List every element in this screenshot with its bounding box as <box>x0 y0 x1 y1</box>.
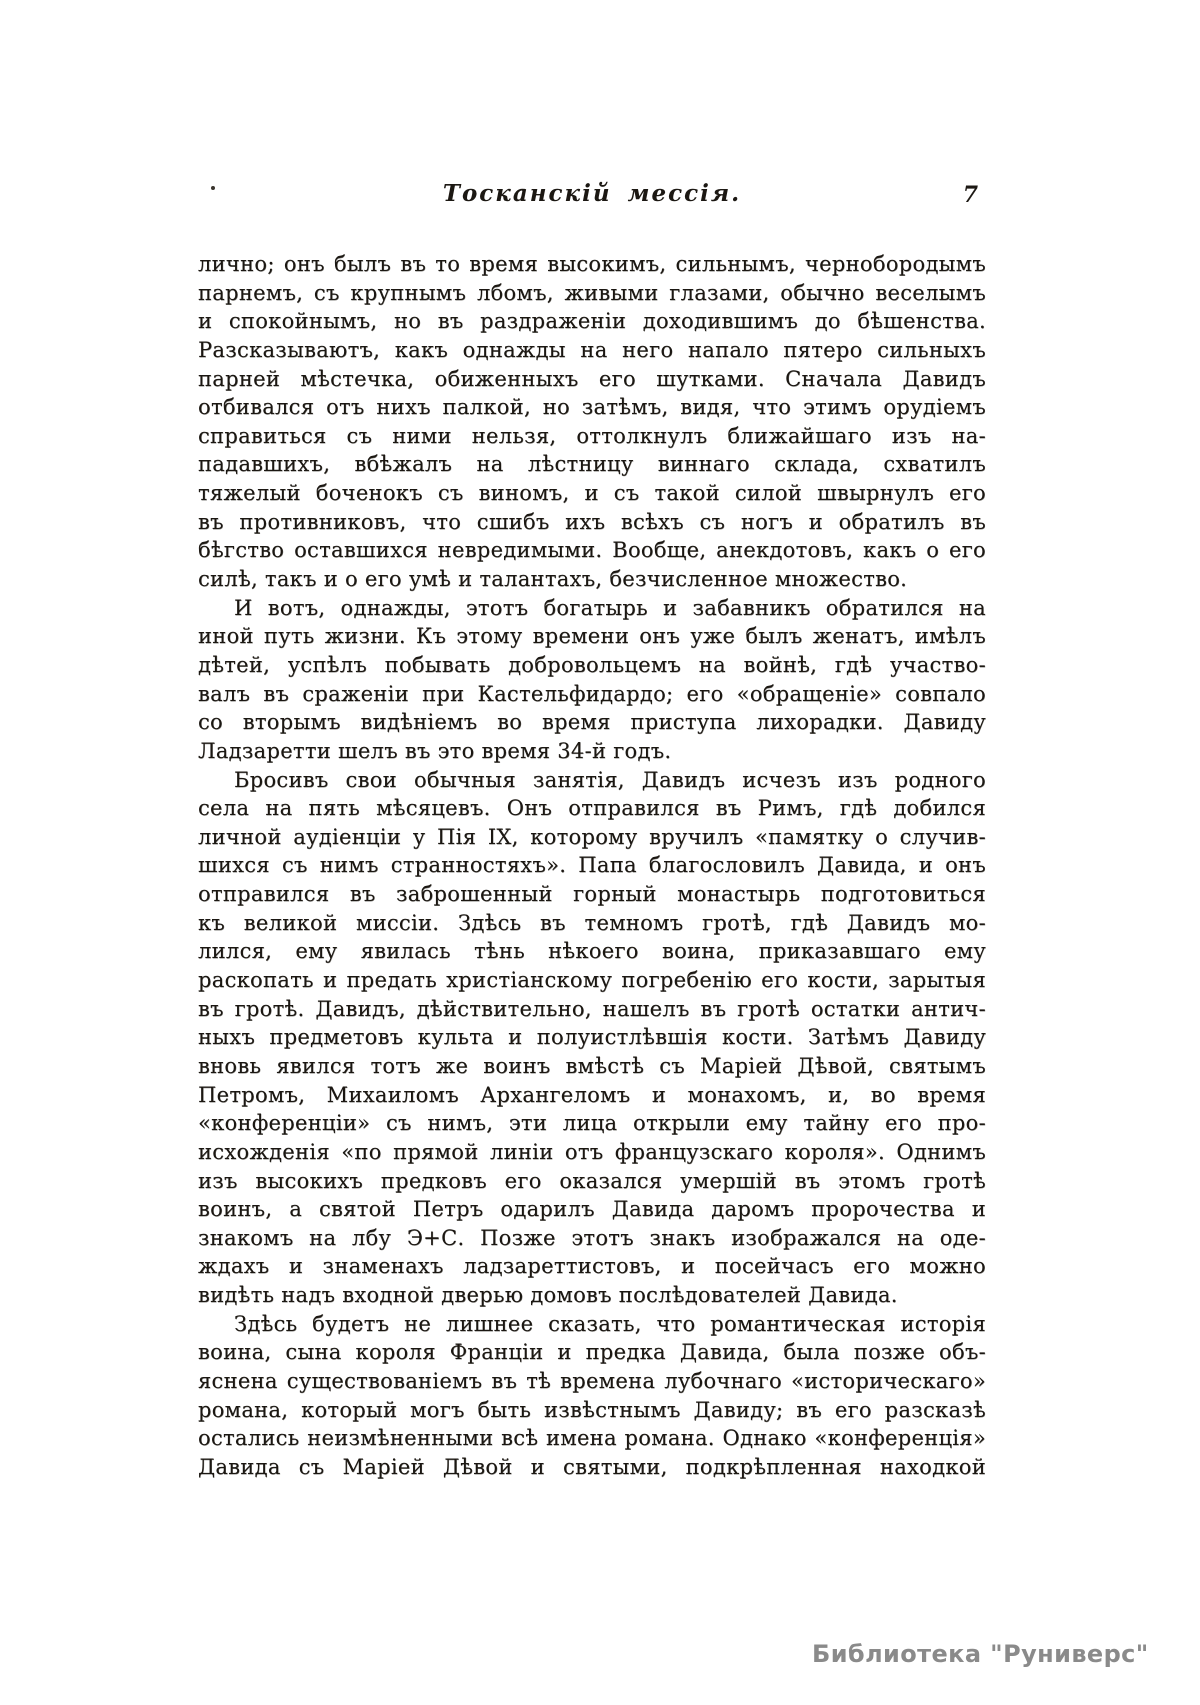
text-line: лично; онъ былъ въ то время высокимъ, сильнымъ, чернобородымъ <box>198 252 986 276</box>
text-line: И вотъ, однажды, этотъ богатырь и забавникъ обратился на <box>234 595 986 620</box>
text-line: изъ высокихъ предковъ его оказался умершій въ этомъ гротѣ <box>198 1168 986 1193</box>
text-line: «конференціи» съ нимъ, эти лица открыли ему тайну его про- <box>198 1111 986 1136</box>
text-line: отправился въ заброшенный горный монастырь подготовиться <box>198 882 986 907</box>
text-line: Ладзаретти шелъ въ это время 34-й годъ. <box>198 738 672 763</box>
text-line: романа, который могъ быть извѣстнымъ Давиду; въ его разсказѣ <box>198 1397 986 1422</box>
text-line: тяжелый боченокъ съ виномъ, и съ такой силой швырнулъ его <box>198 481 986 506</box>
text-line: Бросивъ свои обычныя занятія, Давидъ исчезъ изъ родного <box>234 767 986 792</box>
text-line: личной аудіенціи у Пія IX, которому вручилъ «памятку о случив- <box>198 824 986 849</box>
text-line: падавшихъ, вбѣжалъ на лѣстницу виннаго склада, схватилъ <box>198 452 986 477</box>
text-line: шихся съ нимъ странностяхъ». Папа благословилъ Давида, и онъ <box>198 853 986 878</box>
text-line: иной путь жизни. Къ этому времени онъ уже былъ женатъ, имѣлъ <box>198 624 986 649</box>
text-line: яснена существованіемъ въ тѣ времена лубочнаго «историческаго» <box>198 1368 986 1393</box>
text-line: остались неизмѣненными всѣ имена романа. Однако «конференція» <box>198 1426 986 1451</box>
text-line: въ противниковъ, что сшибъ ихъ всѣхъ съ ногъ и обратилъ въ <box>198 509 986 534</box>
text-line: вновь явился тотъ же воинъ вмѣстѣ съ Маріей Дѣвой, святымъ <box>198 1053 986 1078</box>
text-line: и спокойнымъ, но въ раздраженіи доходившимъ до бѣшенства. <box>198 309 986 334</box>
text-line: Давида съ Маріей Дѣвой и святыми, подкрѣпленная находкой <box>198 1454 986 1479</box>
text-line: бѣгство оставшихся невредимыми. Вообще, анекдотовъ, какъ о его <box>198 538 986 563</box>
text-line: лился, ему явилась тѣнь нѣкоего воина, приказавшаго ему <box>198 939 986 964</box>
page-number: 7 <box>962 182 978 208</box>
running-header <box>198 180 986 210</box>
text-line: Здѣсь будетъ не лишнее сказать, что романтическая исторія <box>234 1311 986 1336</box>
text-line: знакомъ на лбу Э+С. Позже этотъ знакъ изображался на оде- <box>198 1225 986 1250</box>
running-title: Тосканскій мессія. <box>442 180 742 207</box>
library-watermark: Библиотека "Руниверс" <box>812 1640 1149 1668</box>
text-line: воинъ, а святой Петръ одарилъ Давида даромъ пророчества и <box>198 1197 986 1222</box>
text-line: раскопать и предать христіанскому погребенію его кости, зарытыя <box>198 968 986 993</box>
text-line: отбивался отъ нихъ палкой, но затѣмъ, видя, что этимъ орудіемъ <box>198 395 986 420</box>
text-line: Разсказываютъ, какъ однажды на него напало пятеро сильныхъ <box>198 337 986 362</box>
text-line: со вторымъ видѣніемъ во время приступа лихорадки. Давиду <box>198 710 986 735</box>
text-line: воина, сына короля Франціи и предка Давида, была позже объ- <box>198 1340 986 1365</box>
text-line: въ гротѣ. Давидъ, дѣйствительно, нашелъ въ гротѣ остатки антич- <box>198 996 986 1021</box>
text-line: Петромъ, Михаиломъ Архангеломъ и монахомъ, и, во время <box>198 1082 986 1107</box>
text-line: села на пять мѣсяцевъ. Онъ отправился въ Римъ, гдѣ добился <box>198 796 986 821</box>
body-text-block <box>198 250 986 1482</box>
text-line: силѣ, такъ и о его умѣ и талантахъ, безчисленное множество. <box>198 567 908 592</box>
text-line: валъ въ сраженіи при Кастельфидардо; его «обращеніе» совпало <box>198 681 986 706</box>
text-line: къ великой миссіи. Здѣсь въ темномъ гротѣ, гдѣ Давидъ мо- <box>198 910 986 935</box>
text-line: видѣть надъ входной дверью домовъ послѣдователей Давида. <box>198 1283 898 1308</box>
text-line: справиться съ ними нельзя, оттолкнулъ ближайшаго изъ на- <box>198 423 986 448</box>
text-line: дѣтей, успѣлъ побывать добровольцемъ на войнѣ, гдѣ участво- <box>198 652 986 677</box>
text-line: ждахъ и знаменахъ ладзареттистовъ, и посейчасъ его можно <box>198 1254 986 1279</box>
text-line: исхожденія «по прямой линіи отъ французскаго короля». Однимъ <box>198 1139 986 1164</box>
text-line: парней мѣстечка, обиженныхъ его шутками. Сначала Давидъ <box>198 366 986 391</box>
text-line: парнемъ, съ крупнымъ лбомъ, живыми глазами, обычно веселымъ <box>198 280 986 305</box>
text-line: ныхъ предметовъ культа и полуистлѣвшія кости. Затѣмъ Давиду <box>198 1025 986 1050</box>
